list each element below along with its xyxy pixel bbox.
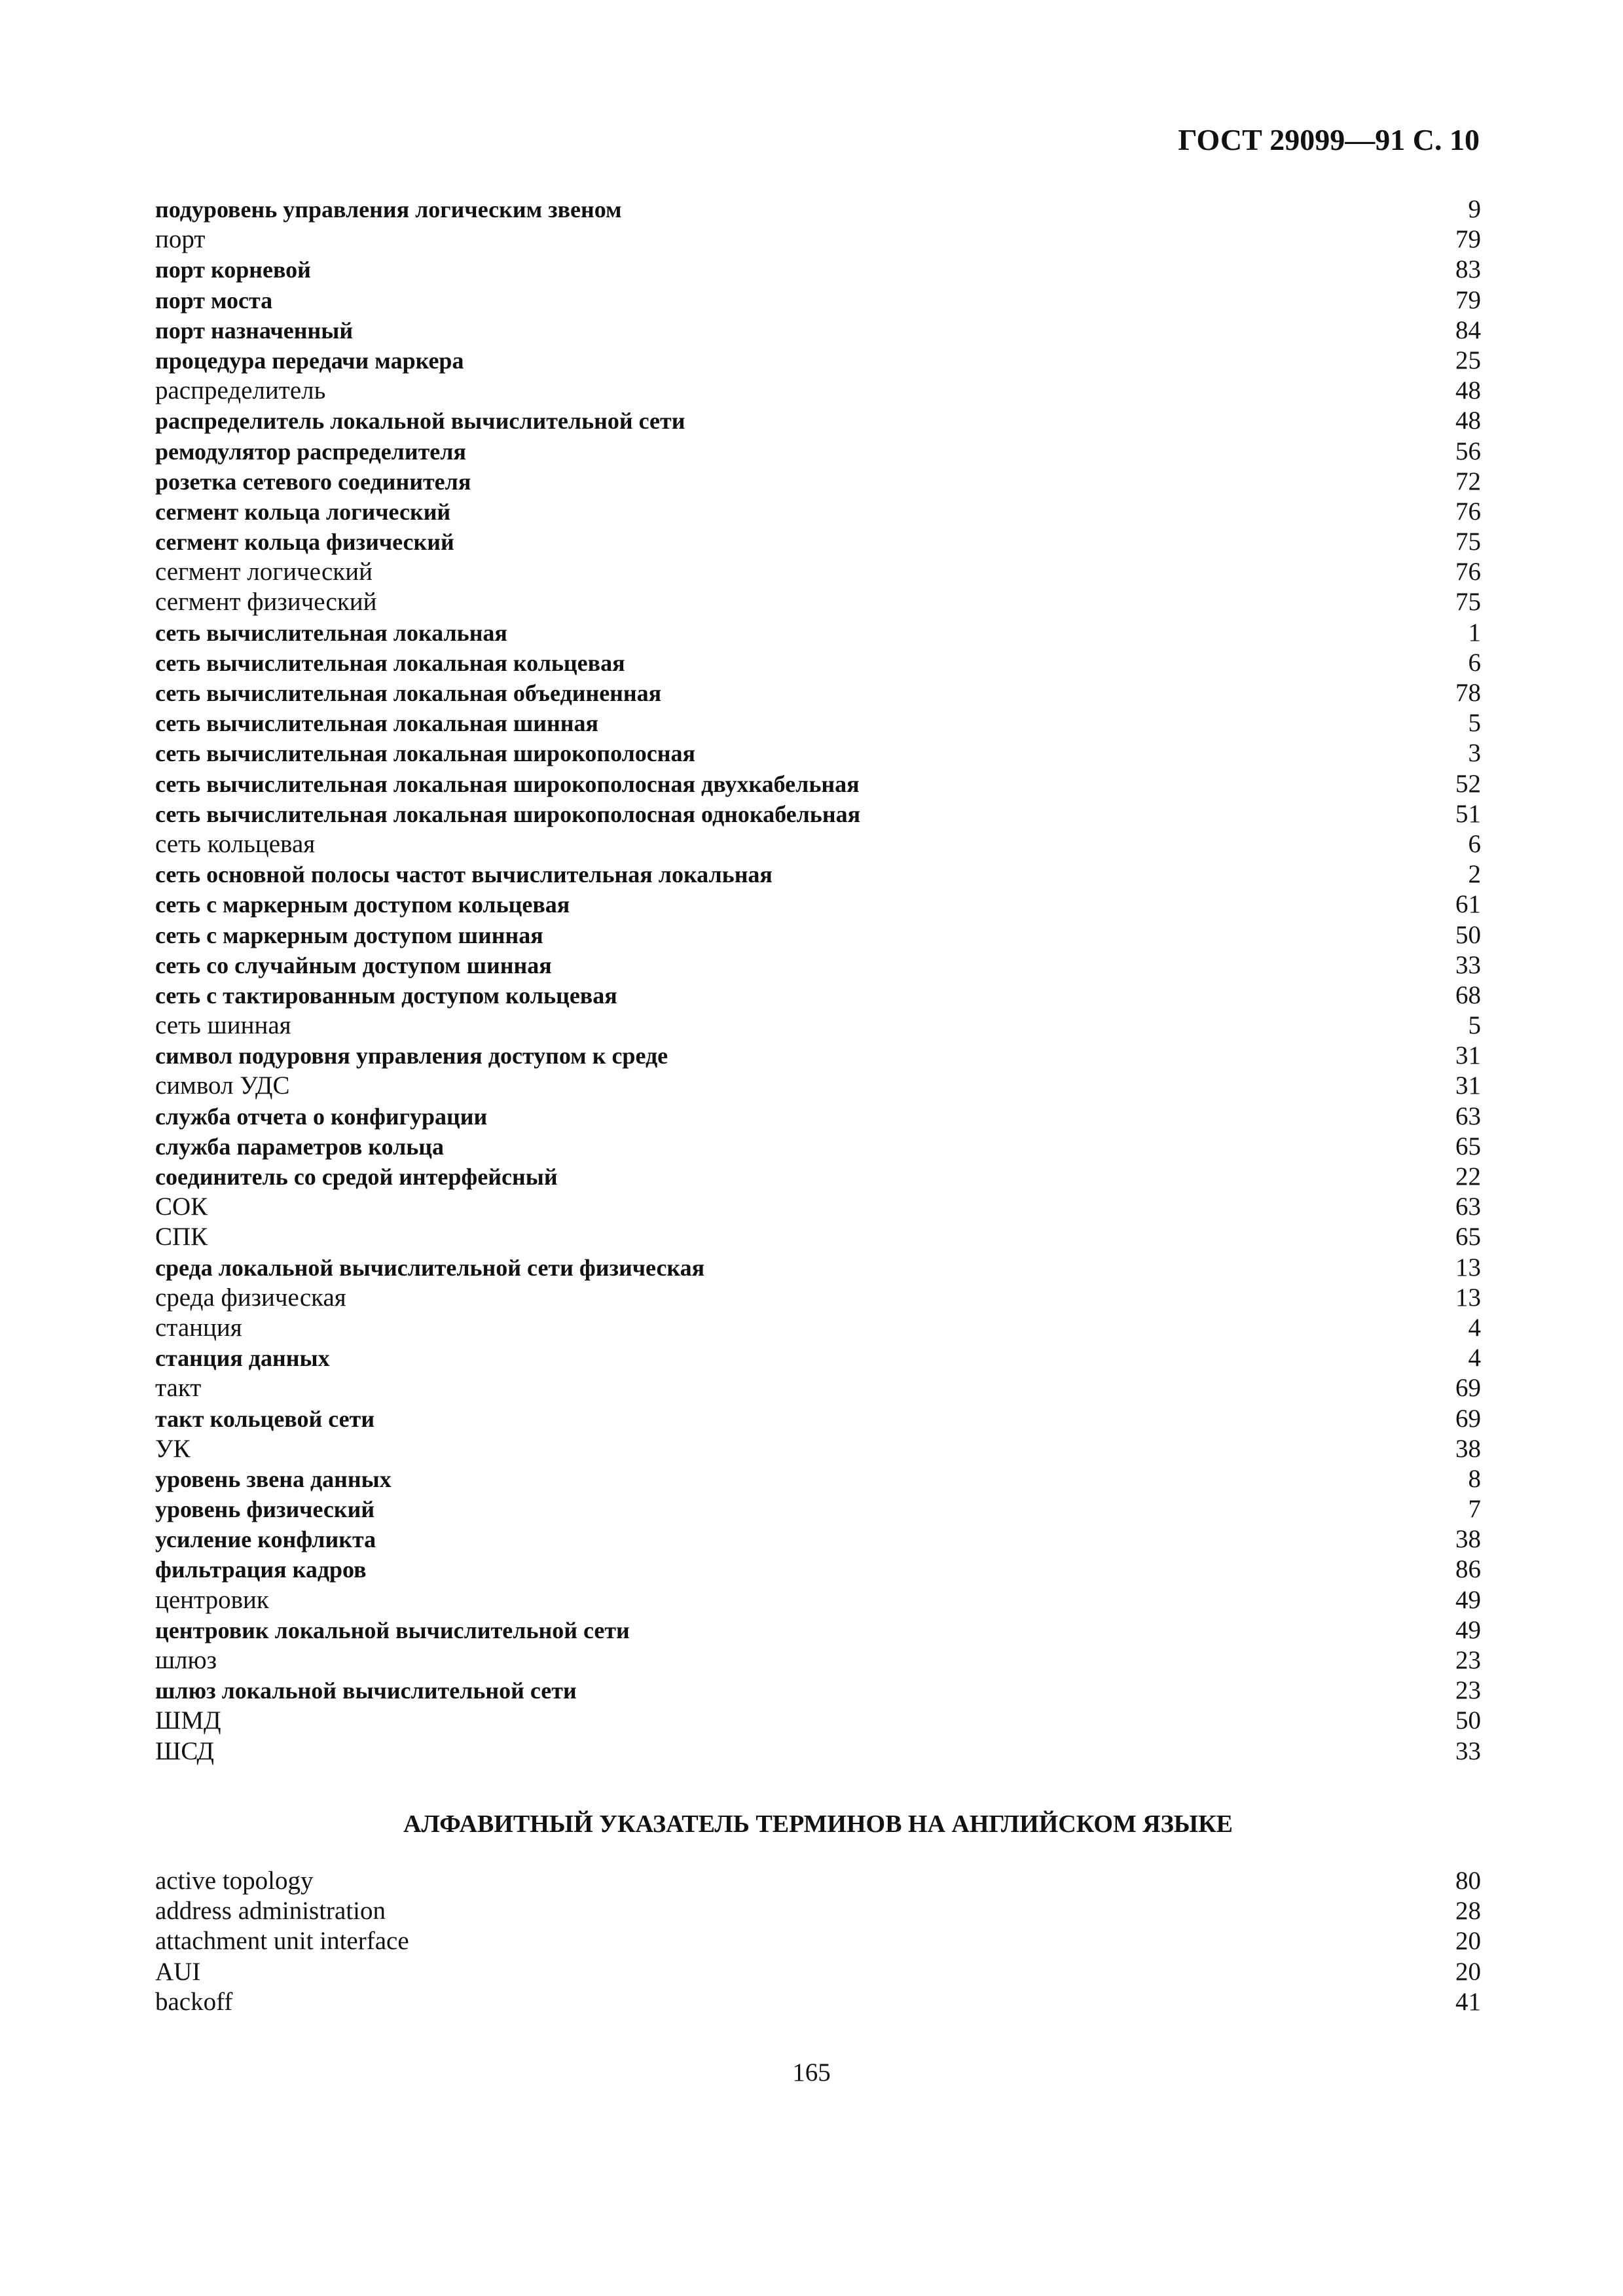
index-entry	[155, 587, 1481, 617]
index-term: порт корневой	[155, 257, 311, 283]
index-entry	[155, 1676, 1481, 1706]
index-term: станция данных	[155, 1345, 330, 1372]
index-term: служба отчета о конфигурации	[155, 1103, 488, 1130]
index-entry	[155, 315, 1481, 346]
index-entry	[155, 285, 1481, 315]
index-entry	[155, 1585, 1481, 1615]
term-number: 49	[1455, 1615, 1481, 1644]
index-entry	[155, 1896, 1481, 1926]
index-entry	[155, 1615, 1481, 1645]
term-number: 38	[1455, 1434, 1481, 1463]
index-term: такт	[155, 1374, 202, 1403]
index-term: подуровень управления логическим звеном	[155, 196, 622, 223]
term-number: 4	[1468, 1344, 1481, 1372]
term-number: 13	[1455, 1283, 1481, 1312]
index-entry	[155, 1041, 1481, 1071]
term-number: 4	[1468, 1313, 1481, 1342]
index-entry	[155, 618, 1481, 648]
index-term: усиление конфликта	[155, 1526, 376, 1553]
index-term: сеть с маркерным доступом шинная	[155, 922, 543, 948]
index-term: такт кольцевой сети	[155, 1405, 375, 1432]
index-entry	[155, 889, 1481, 920]
index-entry	[155, 1071, 1481, 1101]
index-term: порт назначенный	[155, 317, 354, 344]
term-number: 33	[1455, 1736, 1481, 1765]
index-term: сегмент кольца логический	[155, 498, 451, 525]
term-number: 3	[1468, 739, 1481, 768]
term-number: 61	[1455, 890, 1481, 919]
index-entry	[155, 980, 1481, 1011]
index-term: порт моста	[155, 287, 273, 314]
term-number: 75	[1455, 528, 1481, 556]
term-number: 25	[1455, 346, 1481, 374]
page-header: ГОСТ 29099—91 С. 10	[1178, 123, 1480, 156]
index-term: сеть вычислительная локальная объединенная	[155, 680, 662, 706]
term-number: 63	[1455, 1193, 1481, 1221]
index-term: СОК	[155, 1193, 208, 1221]
index-entry	[155, 527, 1481, 557]
term-number: 72	[1455, 467, 1481, 495]
index-entry	[155, 678, 1481, 708]
index-term: фильтрация кадров	[155, 1556, 367, 1583]
term-number: 9	[1468, 195, 1481, 223]
index-entry	[155, 1464, 1481, 1494]
index-entry	[155, 1987, 1481, 2017]
index-entry	[155, 1434, 1481, 1464]
term-number: 20	[1455, 1927, 1481, 1956]
term-number: 28	[1455, 1897, 1481, 1926]
term-number: 2	[1468, 860, 1481, 889]
index-entry	[155, 224, 1481, 255]
index-entry	[155, 1706, 1481, 1736]
index-term: сеть вычислительная локальная широкополосная однокабельная	[155, 800, 861, 827]
index-term: шлюз	[155, 1646, 217, 1674]
term-number: 65	[1455, 1132, 1481, 1160]
term-number: 63	[1455, 1102, 1481, 1130]
term-number: 50	[1455, 1706, 1481, 1735]
index-term: станция	[155, 1313, 242, 1342]
russian-term-index	[155, 194, 1481, 1767]
index-entry	[155, 1926, 1481, 1956]
term-number: 31	[1455, 1071, 1481, 1100]
index-entry	[155, 829, 1481, 859]
index-term: шлюз локальной вычислительной сети	[155, 1677, 577, 1704]
term-number: 79	[1455, 285, 1481, 314]
index-entry	[155, 1313, 1481, 1343]
index-term: сеть шинная	[155, 1011, 291, 1040]
term-number: 78	[1455, 679, 1481, 707]
index-entry	[155, 1192, 1481, 1222]
index-entry	[155, 194, 1481, 224]
index-term: центровик	[155, 1585, 269, 1614]
index-term: символ подуровня управления доступом к среде	[155, 1043, 668, 1069]
index-entry	[155, 467, 1481, 497]
term-number: 8	[1468, 1464, 1481, 1493]
index-entry	[155, 346, 1481, 376]
index-term: розетка сетевого соединителя	[155, 468, 471, 495]
index-term: центровик локальной вычислительной сети	[155, 1617, 630, 1643]
index-entry	[155, 255, 1481, 285]
index-term: процедура передачи маркера	[155, 347, 464, 374]
index-entry	[155, 1132, 1481, 1162]
index-entry	[155, 708, 1481, 738]
index-term: среда физическая	[155, 1283, 346, 1312]
index-entry	[155, 1373, 1481, 1403]
english-term-index	[155, 1866, 1481, 2017]
index-entry	[155, 1524, 1481, 1554]
term-number: 79	[1455, 225, 1481, 254]
index-entry	[155, 1222, 1481, 1252]
term-number: 68	[1455, 980, 1481, 1009]
term-number: 1	[1468, 618, 1481, 647]
index-term: порт	[155, 225, 206, 254]
index-term: сеть с маркерным доступом кольцевая	[155, 891, 570, 918]
index-entry	[155, 1102, 1481, 1132]
term-number: 23	[1455, 1646, 1481, 1674]
index-term: сегмент физический	[155, 588, 377, 617]
index-entry	[155, 1253, 1481, 1283]
index-term: address administration	[155, 1897, 386, 1926]
index-term: сегмент кольца физический	[155, 529, 454, 556]
index-term: сеть вычислительная локальная широкополосная	[155, 740, 695, 767]
index-term: сеть вычислительная локальная широкополосная двухкабельная	[155, 770, 860, 797]
index-term: ШМД	[155, 1706, 221, 1735]
index-entry	[155, 950, 1481, 980]
index-term: attachment unit interface	[155, 1927, 409, 1956]
index-term: сеть вычислительная локальная шинная	[155, 710, 599, 737]
index-term: соединитель со средой интерфейсный	[155, 1164, 558, 1190]
index-term: сеть с тактированным доступом кольцевая	[155, 982, 617, 1009]
index-term: распределитель локальной вычислительной сети	[155, 408, 685, 435]
index-term: распределитель	[155, 376, 326, 405]
index-entry	[155, 1554, 1481, 1585]
index-entry	[155, 738, 1481, 768]
index-entry	[155, 1162, 1481, 1192]
index-entry	[155, 1343, 1481, 1373]
index-term: служба параметров кольца	[155, 1133, 445, 1160]
index-term: сеть кольцевая	[155, 829, 316, 858]
term-number: 76	[1455, 558, 1481, 586]
term-number: 48	[1455, 406, 1481, 435]
index-term: сеть вычислительная локальная кольцевая	[155, 649, 625, 676]
term-number: 49	[1455, 1585, 1481, 1614]
term-number: 65	[1455, 1223, 1481, 1251]
index-entry	[155, 1645, 1481, 1676]
index-term: ШСД	[155, 1736, 215, 1765]
term-number: 69	[1455, 1404, 1481, 1433]
term-number: 69	[1455, 1374, 1481, 1403]
index-entry	[155, 648, 1481, 678]
term-number: 22	[1455, 1162, 1481, 1191]
term-number: 86	[1455, 1555, 1481, 1584]
index-term: сеть основной полосы частот вычислительная локальная	[155, 861, 773, 888]
page-number: 165	[792, 2058, 831, 2087]
index-entry	[155, 1283, 1481, 1313]
index-entry	[155, 1011, 1481, 1041]
term-number: 51	[1455, 799, 1481, 828]
term-number: 5	[1468, 1011, 1481, 1040]
term-number: 52	[1455, 769, 1481, 798]
index-entry	[155, 1736, 1481, 1767]
index-term: УК	[155, 1434, 191, 1463]
index-entry	[155, 376, 1481, 406]
index-entry	[155, 1494, 1481, 1524]
index-term: сеть со случайным доступом шинная	[155, 952, 552, 978]
term-number: 38	[1455, 1525, 1481, 1554]
term-number: 6	[1468, 829, 1481, 858]
term-number: 5	[1468, 709, 1481, 738]
index-entry	[155, 497, 1481, 527]
index-term: active topology	[155, 1867, 314, 1895]
term-number: 76	[1455, 497, 1481, 526]
index-term: ремодулятор распределителя	[155, 438, 466, 465]
index-entry	[155, 1957, 1481, 1987]
index-term: AUI	[155, 1957, 201, 1986]
index-term: символ УДС	[155, 1071, 290, 1100]
index-entry	[155, 1866, 1481, 1896]
term-number: 31	[1455, 1041, 1481, 1070]
index-term: backoff	[155, 1987, 233, 2016]
term-number: 6	[1468, 648, 1481, 677]
term-number: 80	[1455, 1867, 1481, 1895]
term-number: 56	[1455, 437, 1481, 465]
index-entry	[155, 557, 1481, 587]
index-term: сегмент логический	[155, 558, 373, 586]
index-entry	[155, 1404, 1481, 1434]
index-entry	[155, 769, 1481, 799]
term-number: 41	[1455, 1987, 1481, 2016]
term-number: 75	[1455, 588, 1481, 617]
term-number: 83	[1455, 255, 1481, 284]
index-entry	[155, 406, 1481, 436]
index-entry	[155, 799, 1481, 829]
term-number: 48	[1455, 376, 1481, 405]
index-term: уровень звена данных	[155, 1465, 392, 1492]
index-entry	[155, 859, 1481, 889]
term-number: 13	[1455, 1253, 1481, 1282]
term-number: 33	[1455, 950, 1481, 979]
index-term: уровень физический	[155, 1496, 375, 1523]
term-number: 84	[1455, 315, 1481, 344]
term-number: 20	[1455, 1957, 1481, 1986]
term-number: 23	[1455, 1676, 1481, 1705]
index-entry	[155, 437, 1481, 467]
english-index-title: АЛФАВИТНЫЙ УКАЗАТЕЛЬ ТЕРМИНОВ НА АНГЛИЙСКОМ ЯЗЫКЕ	[403, 1810, 1233, 1838]
index-term: среда локальной вычислительной сети физическая	[155, 1254, 705, 1281]
term-number: 7	[1468, 1495, 1481, 1524]
term-number: 50	[1455, 920, 1481, 949]
index-entry	[155, 920, 1481, 950]
index-term: сеть вычислительная локальная	[155, 619, 507, 646]
index-term: СПК	[155, 1223, 208, 1251]
